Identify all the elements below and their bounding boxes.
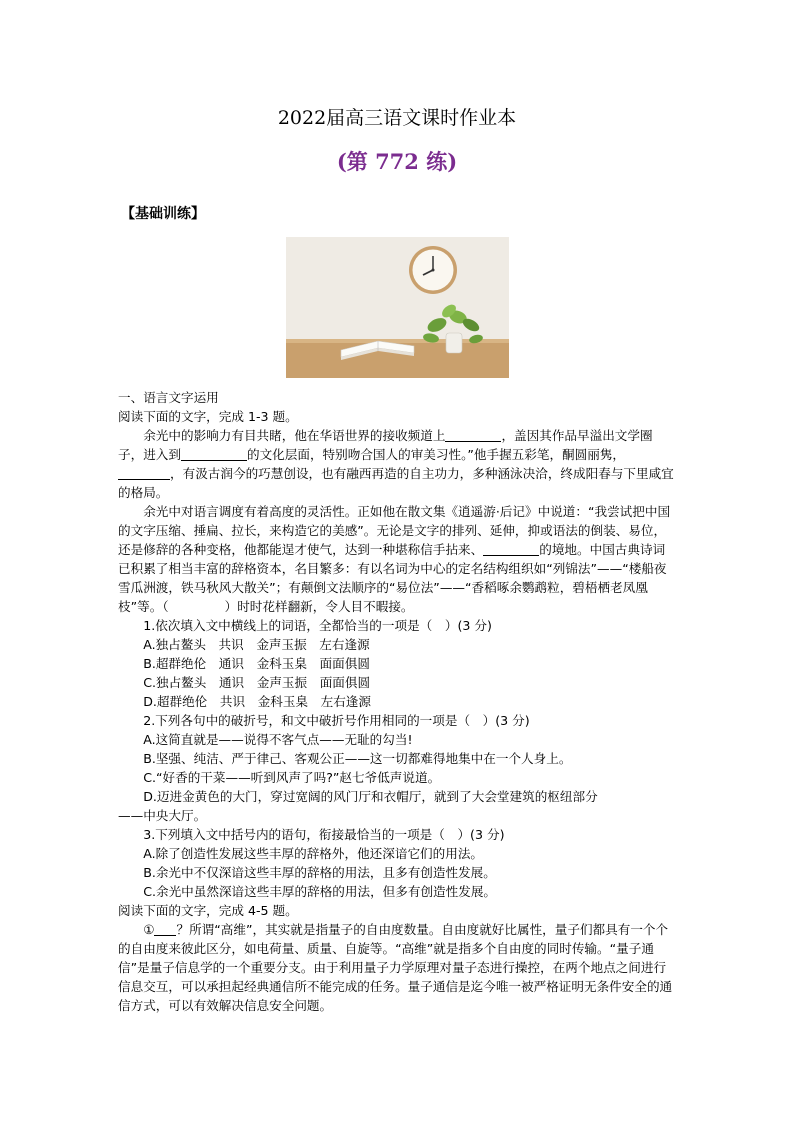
content-body — [118, 388, 676, 1015]
paragraph-3 — [118, 920, 676, 1015]
answer-blank — [154, 922, 176, 936]
part2-instruction: 阅读下面的文字，完成 4-5 题。 — [118, 903, 298, 918]
paragraph-3-text: ？所谓“高维”，其实就是指量子的自由度数量。自由度就好比属性，量子们都具有一个个的自由度来彼此区分，如电荷量、质量、自旋等。“高维”就是指多个自由度的同时传输。“量子通信”是量子信息学的一个重要分支。由于利用量子力学原理对量子态进行操控，在两个地点之间进行信息交互，可以承担起经典通信所不能完成的任务。量子通信是迄今唯一被严格证明无条件安全的通信方式，可以有效解决信息安全问题。 — [118, 922, 673, 1013]
question-1-option: A.独占鳌头 共识 金声玉振 左右逢源 — [143, 637, 370, 652]
question-1-stem: 1.依次填入文中横线上的词语，全都恰当的一项是（ ）(3 分) — [143, 618, 492, 633]
photo-illustration — [286, 237, 509, 378]
answer-blank — [445, 428, 501, 442]
question-3-stem: 3.下列填入文中括号内的语句，衔接最恰当的一项是（ ）(3 分) — [143, 827, 505, 842]
part1-instruction: 阅读下面的文字，完成 1-3 题。 — [118, 409, 298, 424]
part1-heading: 一、语言文字运用 — [118, 390, 219, 405]
paragraph-3-marker: ① — [143, 922, 155, 937]
question-2-stem: 2.下列各句中的破折号，和文中破折号作用相同的一项是（ ）(3 分) — [143, 713, 530, 728]
question-2-option: C.“好香的干菜——听到风声了吗?”赵七爷低声说道。 — [143, 770, 441, 785]
paragraph-1-text-a: 余光中的影响力有目共睹，他在华语世界的接收频道上 — [143, 428, 446, 443]
question-3-option: C.余光中虽然深谙这些丰厚的辞格的用法，但多有创造性发展。 — [143, 884, 497, 899]
answer-blank — [181, 447, 247, 461]
answer-blank — [118, 466, 170, 480]
paragraph-2-text-c: ）时时花样翻新，令人目不暇接。 — [224, 599, 414, 614]
question-2-option: B.坚强、纯洁、严于律己、客观公正——这一切都难得地集中在一个人身上。 — [143, 751, 572, 766]
question-1-option: C.独占鳌头 通识 金声玉振 面面俱圆 — [143, 675, 371, 690]
question-2-option: A.这简直就是——说得不客气点——无耻的勾当! — [143, 732, 413, 747]
page-title: 2022届高三语文课时作业本 — [277, 107, 517, 129]
paragraph-2-text-b: 的境地。中国古典诗词已积累了相当丰富的辞格资本，名目繁多：有以名词为中心的定名结构组织如“列锦法”——“楼船夜雪瓜洲渡，铁马秋风大散关”；有颠倒文法顺序的“易位法”——“香稻啄余鹦鹉粒，碧梧栖老凤凰枝”等。（ — [118, 542, 667, 614]
section-tag: 【基础训练】 — [121, 206, 205, 222]
paragraph-1-text-b: ，盖因其作品早溢出文学圈子，进入到 — [118, 428, 653, 462]
question-2-option-d: D.迈进金黄色的大门，穿过宽阔的风门厅和衣帽厅，就到了大会堂建筑的枢纽部分 — [143, 789, 598, 804]
question-1-option: D.超群绝伦 共识 金科玉臬 左右逢源 — [143, 694, 371, 709]
question-2-option-d-continued: ——中央大厅。 — [118, 808, 207, 823]
page-subtitle: (第 772 练) — [336, 149, 458, 174]
question-1-option: B.超群绝伦 通识 金科玉臬 面面俱圆 — [143, 656, 370, 671]
paragraph-2-text-a: 余光中对语言调度有着高度的灵活性。正如他在散文集《逍遥游·后记》中说道：“我尝试把中国的文字压缩、捶扁、拉长，来构造它的美感”。无论是文字的排列、延伸，抑或语法的倒装、易位，还是修辞的各种变格，他都能逞才使气，达到一种堪称信手拈来、 — [118, 504, 671, 557]
paragraph-1 — [118, 426, 676, 502]
paragraph-1-text-c: 的文化层面，特别吻合国人的审美习性。”他手握五彩笔，酮圆丽隽， — [246, 447, 626, 462]
question-3-option: A.除了创造性发展这些丰厚的辞格外，他还深谙它们的用法。 — [143, 846, 484, 861]
paragraph-2 — [118, 502, 676, 616]
paragraph-1-text-d: ，有汲古润今的巧慧创设，也有融西再造的自主功力，多种涵泳决洽，终成阳春与下里咸宜的格局。 — [118, 466, 674, 500]
question-3-option: B.余光中不仅深谙这些丰厚的辞格的用法，且多有创造性发展。 — [143, 865, 496, 880]
clock-plant-book-photo — [286, 237, 509, 378]
answer-blank — [483, 542, 539, 556]
